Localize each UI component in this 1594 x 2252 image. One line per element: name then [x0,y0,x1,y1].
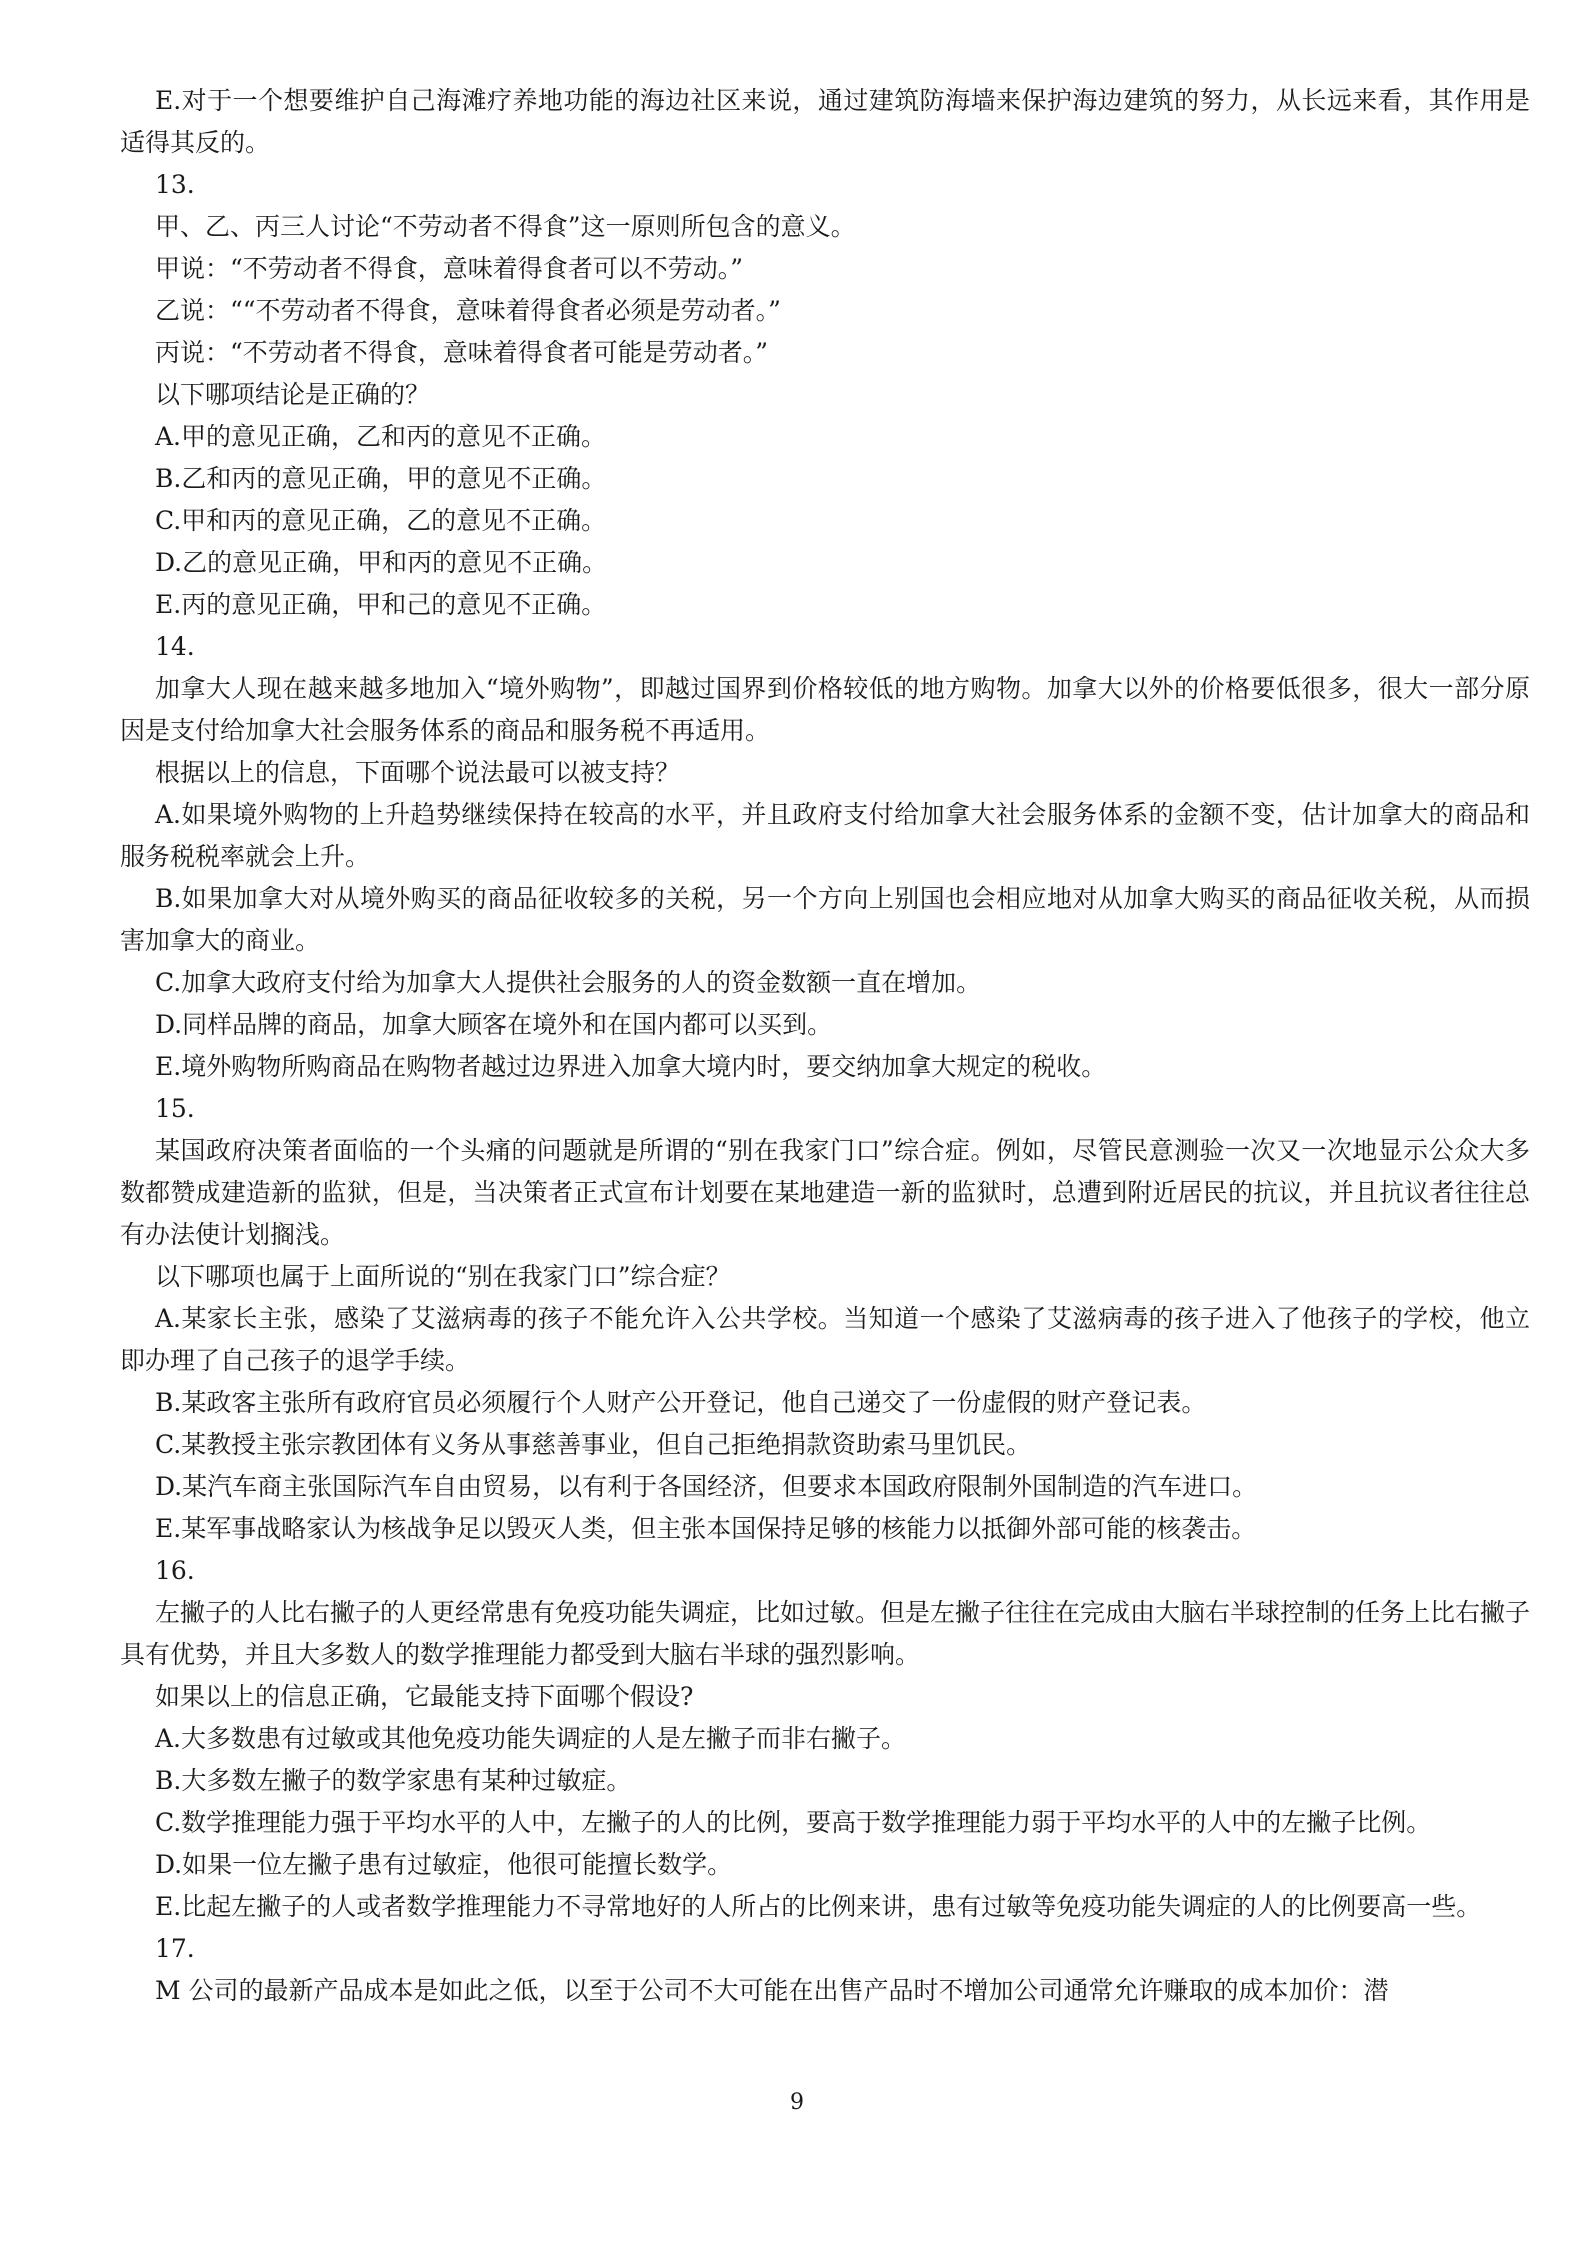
option-13a: A.甲的意见正确，乙和丙的意见不正确。 [155,422,607,451]
option-14b: B.如果加拿大对从境外购买的商品征收较多的关税，另一个方向上别国也会相应地对从加拿大购买的商品征收关税，从而损害加拿大的商业。 [120,884,1530,955]
question-14-prompt: 根据以上的信息，下面哪个说法最可以被支持？ [155,758,681,787]
question-number-17: 17. [155,1934,195,1963]
question-16-prompt: 如果以上的信息正确，它最能支持下面哪个假设? [155,1682,694,1711]
option-16a: A.大多数患有过敏或其他免疫功能失调症的人是左撇子而非右撇子。 [155,1724,907,1753]
question-number-14: 14. [155,632,195,661]
option-13c: C.甲和丙的意见正确，乙的意见不正确。 [155,506,607,535]
option-16d: D.如果一位左撇子患有过敏症，他很可能擅长数学。 [155,1850,733,1879]
option-15d: D.某汽车商主张国际汽车自由贸易，以有利于各国经济，但要求本国政府限制外国制造的汽车进口。 [155,1472,1258,1501]
option-14c: C.加拿大政府支付给为加拿大人提供社会服务的人的资金数额一直在增加。 [155,968,982,997]
option-15b: B.某政客主张所有政府官员必须履行个人财产公开登记，他自己递交了一份虚假的财产登记表。 [155,1388,1207,1417]
option-13d: D.乙的意见正确，甲和丙的意见不正确。 [155,548,608,577]
option-12e: E.对于一个想要维护自己海滩疗养地功能的海边社区来说，通过建筑防海墙来保护海边建筑的努力，从长远来看，其作用是适得其反的。 [120,86,1530,157]
question-15-stem: 某国政府决策者面临的一个头痛的问题就是所谓的“别在我家门口”综合症。例如，尽管民意测验一次又一次地显示公众大多数都赞成建造新的监狱，但是，当决策者正式宣布计划要在某地建造一新的监狱时，总遭到附近居民的抗议，并且抗议者往往总有办法使计划搁浅。 [120,1136,1530,1249]
question-13-statement-bing: 丙说：“不劳动者不得食，意味着得食者可能是劳动者。” [155,338,769,367]
question-17-stem: M 公司的最新产品成本是如此之低，以至于公司不大可能在出售产品时不增加公司通常允许赚取的成本加价：潜 [155,1976,1389,2005]
question-16-stem: 左撇子的人比右撇子的人更经常患有免疫功能失调症，比如过敏。但是左撇子往往在完成由大脑右半球控制的任务上比右撇子具有优势，并且大多数人的数学推理能力都受到大脑右半球的强烈影响。 [120,1598,1531,1669]
page-number: 9 [790,2090,804,2115]
option-14d: D.同样品牌的商品，加拿大顾客在境外和在国内都可以买到。 [155,1010,833,1039]
option-16c: C.数学推理能力强于平均水平的人中，左撇子的人的比例，要高于数学推理能力弱于平均水平的人中的左撇子比例。 [155,1808,1432,1837]
option-16b: B.大多数左撇子的数学家患有某种过敏症。 [155,1766,632,1795]
question-13-prompt: 以下哪项结论是正确的？ [155,380,431,409]
option-14e: E.境外购物所购商品在购物者越过边界进入加拿大境内时，要交纳加拿大规定的税收。 [155,1052,1107,1081]
question-number-15: 15. [155,1094,195,1123]
question-14-stem: 加拿大人现在越来越多地加入“境外购物”，即越过国界到价格较低的地方购物。加拿大以外的价格要低很多，很大一部分原因是支付给加拿大社会服务体系的商品和服务税不再适用。 [120,674,1530,745]
question-13-statement-yi: 乙说：““不劳动者不得食，意味着得食者必须是劳动者。” [155,296,781,325]
option-13e: E.丙的意见正确，甲和己的意见不正确。 [155,590,607,619]
option-16e: E.比起左撇子的人或者数学推理能力不寻常地好的人所占的比例来讲，患有过敏等免疫功能失调症的人的比例要高一些。 [155,1892,1482,1921]
document-body [120,80,1530,2012]
option-14a: A.如果境外购物的上升趋势继续保持在较高的水平，并且政府支付给加拿大社会服务体系的金额不变，估计加拿大的商品和服务税税率就会上升。 [120,800,1530,871]
option-15a: A.某家长主张，感染了艾滋病毒的孩子不能允许入公共学校。当知道一个感染了艾滋病毒的孩子进入了他孩子的学校，他立即办理了自己孩子的退学手续。 [120,1304,1530,1375]
question-13-stem: 甲、乙、丙三人讨论“不劳动者不得食”这一原则所包含的意义。 [155,212,856,241]
question-15-prompt: 以下哪项也属于上面所说的“别在我家门口”综合症？ [155,1262,731,1291]
option-13b: B.乙和丙的意见正确，甲的意见不正确。 [155,464,607,493]
question-number-16: 16. [155,1556,195,1585]
option-15c: C.某教授主张宗教团体有义务从事慈善事业，但自己拒绝捐款资助索马里饥民。 [155,1430,1032,1459]
question-13-statement-jia: 甲说：“不劳动者不得食，意味着得食者可以不劳动。” [155,254,744,283]
question-number-13: 13. [155,170,195,199]
option-15e: E.某军事战略家认为核战争足以毁灭人类，但主张本国保持足够的核能力以抵御外部可能的核袭击。 [155,1514,1257,1543]
